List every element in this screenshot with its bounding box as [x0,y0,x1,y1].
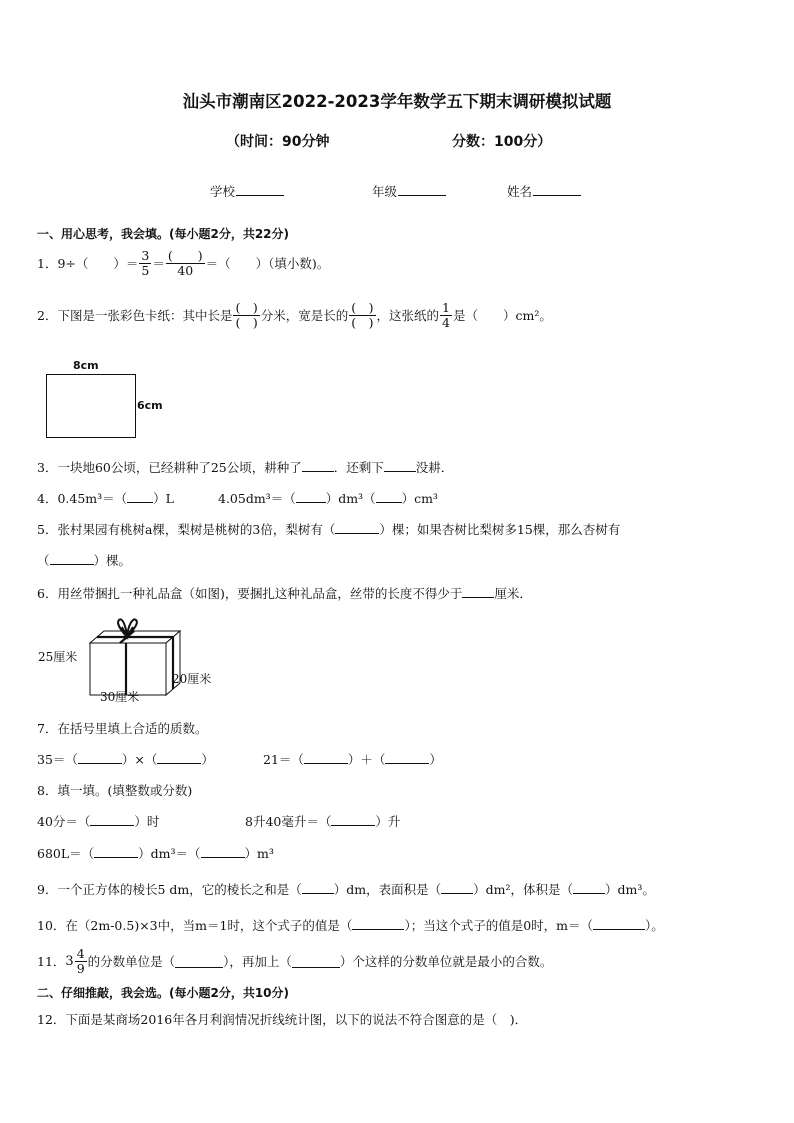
q8-text-e: ）升 [375,814,401,829]
q3-blank-2[interactable] [384,459,416,472]
q3-text-b: ．还剩下 [333,460,384,475]
q7-text-c: ）×（ [121,752,158,767]
q11-text-c: ），再加上（ [223,954,292,969]
gift-box-shape [90,631,180,695]
box-height-label: 25厘米 [38,650,78,664]
q11-text-d: ）个这样的分数单位就是最小的合数。 [339,954,553,969]
question-11 [37,942,552,980]
q10-text-a: 10．在（2m-0.5)×3中，当m＝1时，这个式子的值是（ [37,918,353,933]
q7-text-f: ）＋（ [347,752,386,767]
school-label: 学校 [210,184,236,199]
q8-blank-2[interactable] [331,813,375,826]
grade-label: 年级 [372,184,398,199]
q5-text-d: ）棵。 [93,553,132,568]
q1-eq: ＝ [152,256,165,271]
box-depth-label: 20厘米 [172,672,212,686]
q8-text-f: 680L＝（ [37,846,95,861]
q11-num: 4 [76,946,85,962]
question-8: 8．填一填。(填整数或分数) [37,783,193,798]
question-4-part-2 [218,489,438,507]
q2-fraction-width[interactable] [349,301,375,328]
q1-den1: 5 [141,262,150,278]
q3-text-c: 没耕． [415,460,454,475]
q10-blank-2[interactable] [593,917,645,930]
q1-num2[interactable]: ( ) [167,248,203,264]
q9-text-d: ）dm³。 [604,882,655,897]
question-4 [37,489,174,507]
card-rectangle [46,374,136,438]
q11-whole: 3 [65,953,74,969]
q10-text-b: ）；当这个式子的值是0时，m＝（ [404,918,593,933]
q6-text-a: 6．用丝带捆扎一种礼品盒（如图)，要捆扎这种礼品盒，丝带的长度不得少于 [37,586,463,601]
rect-height-label: 6cm [137,399,163,412]
q2-quarter-num: 1 [442,300,450,316]
q1-den2: 40 [177,262,194,278]
q2-text-a: 2．下图是一张彩色卡纸：其中长是 [37,308,233,323]
question-10 [37,916,664,934]
q4-text-b: ）L [153,491,174,506]
q3-text-a: 3．一块地60公顷，已经耕种了25公顷，耕种了 [37,460,302,475]
q5-text-c: （ [37,553,50,568]
q5-text-b: ）棵；如果杏树比梨树多15棵，那么杏树有 [379,522,621,537]
q7-blank-4[interactable] [385,751,429,764]
q8-text-b: 40分＝（ [37,814,91,829]
q11-fraction [75,947,87,974]
q5-text-a: 5．张村果园有桃树a棵，梨树是桃树的3倍，梨树有（ [37,522,336,537]
grade-blank[interactable] [398,183,446,196]
question-9 [37,880,655,898]
q7-text-e: 21＝（ [263,752,304,767]
section-1-title: 一、用心思考，我会填。(每小题2分，共22分) [37,227,290,241]
q2-text-c: ，这张纸的 [376,308,440,323]
name-label: 姓名 [507,184,533,199]
q1-fraction-3-5 [139,249,151,276]
question-7-part-1 [37,750,214,768]
rect-width-label: 8cm [73,359,99,372]
q6-blank[interactable] [462,585,494,598]
q9-blank-3[interactable] [573,881,605,894]
q11-text-a: 11． [37,954,66,969]
q8-text-d: 8升40毫升＝（ [245,814,332,829]
q7-blank-2[interactable] [157,751,201,764]
school-field [210,182,284,200]
q8-blank-3[interactable] [94,845,138,858]
exam-time: （时间：90分钟 [226,134,330,150]
question-7-part-2 [263,750,442,768]
q5-blank-1[interactable] [335,521,379,534]
q2-quarter-den: 4 [442,314,450,330]
q11-den: 9 [76,960,85,976]
q7-blank-3[interactable] [304,751,348,764]
q11-blank-2[interactable] [292,955,340,968]
page-title: 汕头市潮南区2022-2023学年数学五下期末调研模拟试题 [182,92,612,111]
q8-text-c: ）时 [134,814,160,829]
school-blank[interactable] [236,183,284,196]
section-2-title: 二、仔细推敲，我会选。(每小题2分，共10分) [37,986,290,1000]
q4-blank-3[interactable] [376,490,402,503]
question-2 [37,294,552,336]
q6-text-b: 厘米． [494,586,532,601]
q9-blank-2[interactable] [441,881,473,894]
q1-num1: 3 [141,248,150,264]
q10-text-c: ）。 [645,918,664,933]
exam-score: 分数：100分） [452,134,552,150]
q4-text-d: ）dm³（ [325,491,376,506]
q9-blank-1[interactable] [302,881,334,894]
question-5 [37,520,620,538]
q4-blank-1[interactable] [127,490,153,503]
q1-text-a: 1．9÷（ ）＝ [37,256,139,271]
q7-blank-1[interactable] [78,751,122,764]
q11-blank-1[interactable] [175,955,223,968]
q2-length-den[interactable]: ( ) [235,314,258,330]
question-5-cont [37,551,131,569]
question-8-part-1 [37,812,159,830]
q8-text-h: ）m³ [244,846,274,861]
q2-width-den[interactable]: ( ) [351,314,374,330]
name-blank[interactable] [533,183,581,196]
q1-fraction-blank-40 [166,249,205,276]
question-12: 12．下面是某商场2016年各月利润情况折线统计图，以下的说法不符合图意的是（ )． [37,1012,528,1027]
q4-text-c: 4.05dm³＝（ [218,491,296,506]
question-8-part-3 [37,844,274,862]
q1-text-b: ＝（ ）（填小数)。 [205,256,330,271]
q9-text-c: ）dm²，体积是（ [473,882,573,897]
q9-text-b: ）dm，表面积是（ [333,882,442,897]
q2-text-e: 是（ ）cm²。 [452,308,552,323]
q2-fraction-length[interactable] [233,301,259,328]
q2-length-num[interactable]: ( ) [235,300,258,316]
q7-text-d: ） [201,752,214,767]
question-1 [37,243,329,283]
name-field [507,182,581,200]
q7-text-b: 35＝（ [37,752,78,767]
question-8-part-2 [245,812,400,830]
q11-text-b: 的分数单位是（ [87,954,176,969]
q2-fraction-quarter [440,301,452,328]
q8-blank-1[interactable] [90,813,134,826]
q4-text-a: 4．0.45m³＝（ [37,491,128,506]
q5-blank-2[interactable] [50,552,94,565]
q4-text-e: ）cm³ [401,491,438,506]
question-6 [37,584,532,602]
box-length-label: 30厘米 [100,690,140,704]
question-3 [37,458,453,476]
question-7: 7．在括号里填上合适的质数。 [37,721,208,736]
q2-width-num[interactable]: ( ) [351,300,374,316]
q3-blank-1[interactable] [302,459,334,472]
q8-blank-4[interactable] [201,845,245,858]
q8-text-g: ）dm³＝（ [138,846,201,861]
q2-text-b: 分米，宽是长的 [260,308,349,323]
grade-field [372,182,446,200]
q4-blank-2[interactable] [296,490,326,503]
q10-blank-1[interactable] [352,917,404,930]
q7-text-g: ） [429,752,442,767]
q9-text-a: 9．一个正方体的棱长5 dm，它的棱长之和是（ [37,882,302,897]
